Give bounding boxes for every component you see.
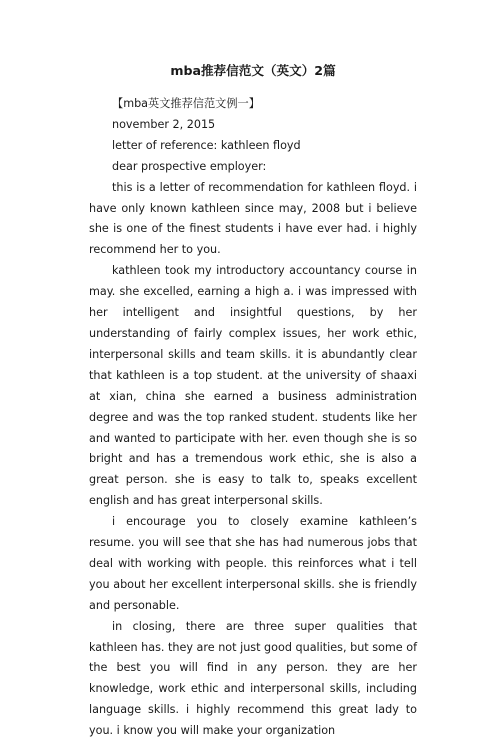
letter-date: november 2, 2015 (112, 117, 216, 131)
document-title: mba推荐信范文（英文）2篇 (170, 63, 336, 78)
section-heading: 【mba英文推荐信范文例一】 (112, 97, 260, 110)
body-paragraph-3: i encourage you to closely examine kathleen’s resume. you will see that she has had numerous jobs that deal with working with people. this reinforces what i tell you about her excellent interpersonal skills. she is friendly and personable. (89, 515, 417, 612)
letter-subject: letter of reference: kathleen floyd (112, 138, 301, 152)
body-paragraph-4: in closing, there are three super qualities that kathleen has. they are not just good qualities, but some of the best you will find in any person. they are her knowledge, work ethic and interpersonal skills, including language skills. i highly recommend this great lady to you. i know you will make your organization (89, 619, 418, 738)
letter-salutation: dear prospective employer: (112, 159, 267, 173)
body-paragraph-2: kathleen took my introductory accountancy course in may. she excelled, earning a high a. i was impressed with her intelligent and insightful questions, by her understanding of fairly complex issues, her work ethic, interpersonal skills and team skills. it is abundantly clear that kathleen is a top student. at the university of shaaxi at xian, china she earned a business administration degree and was the top ranked student. students like her and wanted to participate with her. even though she is so bright and has a tremendous work ethic, she is also a great person. she is easy to talk to, speaks excellent english and has great interpersonal skills. (89, 264, 417, 508)
body-paragraph-1: this is a letter of recommendation for kathleen floyd. i have only known kathleen since may, 2008 but i believe she is one of the finest students i have ever had. i highly recommend her to you. (89, 180, 417, 257)
